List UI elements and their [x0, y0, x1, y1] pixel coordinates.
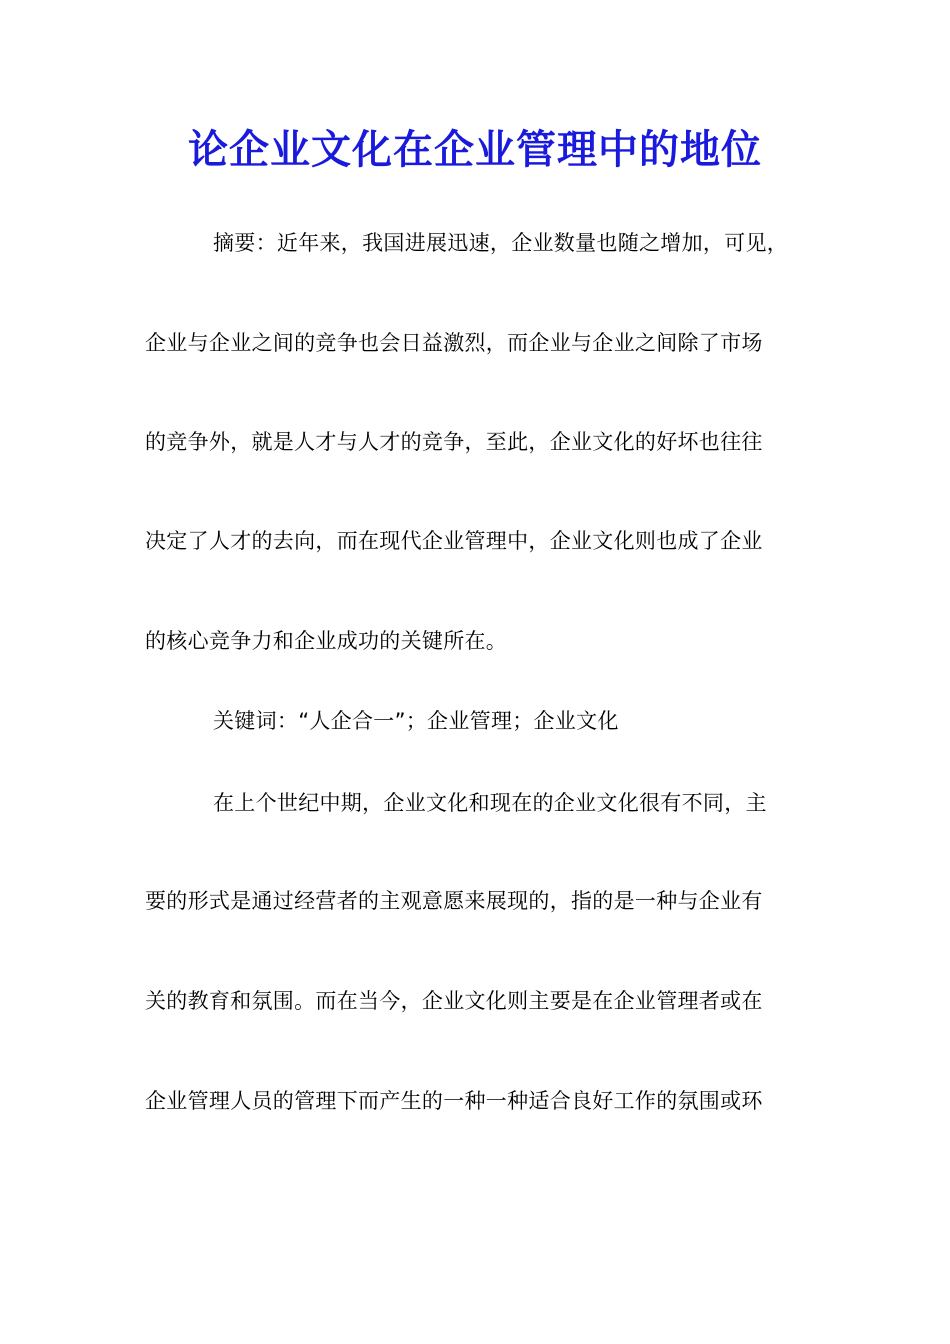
abstract-line-2: 企业与企业之间的竞争也会日益激烈，而企业与企业之间除了市场	[145, 331, 763, 355]
abstract-line-3: 的竞争外，就是人才与人才的竞争，至此，企业文化的好坏也往往	[145, 430, 763, 454]
document-title: 论企业文化在企业管理中的地位	[188, 126, 762, 173]
body-line-1: 在上个世纪中期，企业文化和现在的企业文化很有不同，主	[213, 791, 767, 815]
body-line-3: 关的教育和氛围。而在当今，企业文化则主要是在企业管理者或在	[145, 989, 763, 1013]
body-line-4: 企业管理人员的管理下而产生的一种一种适合良好工作的氛围或环	[145, 1089, 763, 1113]
body-line-2: 要的形式是通过经营者的主观意愿来展现的，指的是一种与企业有	[145, 889, 763, 913]
abstract-line-4: 决定了人才的去向，而在现代企业管理中，企业文化则也成了企业	[145, 529, 763, 553]
abstract-line-1: 摘要：近年来，我国进展迅速，企业数量也随之增加，可见，	[213, 231, 789, 255]
keywords-line: 关键词：“人企合一”；企业管理；企业文化	[213, 709, 619, 733]
abstract-line-5: 的核心竞争力和企业成功的关键所在。	[145, 629, 508, 653]
